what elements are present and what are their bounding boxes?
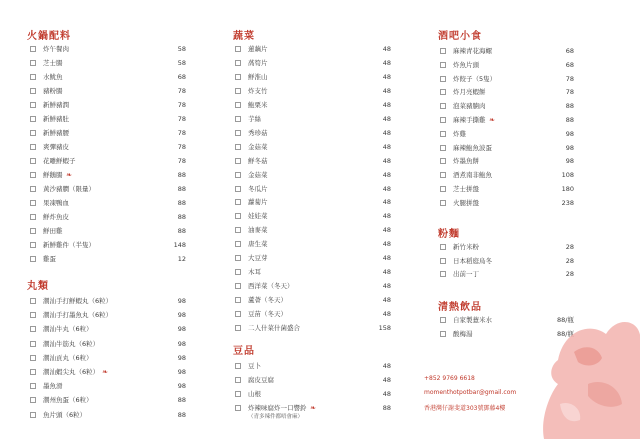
menu-item bbox=[30, 395, 186, 406]
item-name: 黃沙豬膶（限量） bbox=[43, 185, 95, 193]
item-name: 新鮮豬肚 bbox=[43, 115, 69, 123]
item-price: 48 bbox=[382, 100, 391, 109]
item-checkbox[interactable] bbox=[30, 116, 36, 122]
chili-icon: ❧ bbox=[66, 171, 72, 179]
item-checkbox[interactable] bbox=[30, 200, 36, 206]
item-name: 魚片頭（6粒） bbox=[43, 410, 87, 419]
item-name: 芝士腸 bbox=[43, 59, 63, 67]
menu-item bbox=[30, 296, 186, 307]
item-checkbox[interactable] bbox=[440, 48, 446, 54]
item-name: 萵筍片 bbox=[248, 58, 268, 67]
item-name: 唐生菜 bbox=[248, 240, 268, 249]
item-price: 48 bbox=[382, 198, 391, 207]
item-checkbox[interactable] bbox=[30, 214, 36, 220]
menu-item bbox=[235, 114, 391, 125]
item-price: 88 bbox=[177, 227, 186, 235]
item-price: 48 bbox=[382, 114, 391, 123]
item-name: 潮汕牛丸（6粒） bbox=[43, 325, 93, 334]
menu-item bbox=[30, 367, 186, 378]
item-checkbox[interactable] bbox=[30, 369, 36, 375]
menu-item bbox=[30, 240, 186, 251]
section-title-noodles: 粉麵 bbox=[438, 229, 460, 240]
item-price: 98 bbox=[177, 382, 186, 391]
item-checkbox[interactable] bbox=[30, 383, 36, 389]
menu-item bbox=[235, 361, 391, 372]
menu-item bbox=[30, 254, 186, 265]
item-checkbox[interactable] bbox=[440, 258, 446, 264]
menu-item bbox=[235, 253, 391, 264]
item-name: 日本稻庭烏冬 bbox=[453, 256, 492, 265]
item-name: 金菇菜 bbox=[248, 142, 268, 151]
item-checkbox[interactable] bbox=[235, 46, 241, 52]
menu-item bbox=[440, 87, 574, 98]
item-price: 48 bbox=[382, 296, 391, 305]
item-checkbox[interactable] bbox=[235, 255, 241, 261]
item-price: 48 bbox=[382, 282, 391, 291]
item-name: 潮汕貢丸（6粒） bbox=[43, 353, 93, 362]
item-price: 98 bbox=[177, 325, 186, 334]
item-name: 鮮淮山 bbox=[248, 72, 268, 81]
item-price: 98 bbox=[177, 339, 186, 348]
menu-item bbox=[30, 72, 186, 83]
menu-item bbox=[30, 170, 186, 181]
item-price: 68 bbox=[565, 47, 574, 55]
item-checkbox[interactable] bbox=[440, 145, 446, 151]
item-checkbox[interactable] bbox=[440, 117, 446, 123]
menu-item bbox=[30, 128, 186, 139]
item-checkbox[interactable] bbox=[440, 158, 446, 164]
item-name: 潮州魚蛋（6粒） bbox=[43, 396, 93, 405]
item-price: 12 bbox=[177, 255, 186, 263]
menu-item bbox=[30, 226, 186, 237]
menu-item bbox=[235, 142, 391, 153]
item-name: 火腿拼盤 bbox=[453, 198, 479, 207]
section-title-drinks: 清熱飲品 bbox=[438, 302, 482, 313]
item-name: 芝士拼盤 bbox=[453, 185, 479, 193]
item-checkbox[interactable] bbox=[30, 326, 36, 332]
menu-item bbox=[440, 198, 574, 209]
item-checkbox[interactable] bbox=[235, 158, 241, 164]
item-name: 蓮藕片 bbox=[248, 45, 268, 53]
item-price: 48 bbox=[382, 45, 391, 53]
item-price: 58 bbox=[177, 45, 186, 53]
item-name: 炸午餐肉 bbox=[43, 45, 69, 53]
item-checkbox[interactable] bbox=[440, 62, 446, 68]
item-price: 98 bbox=[177, 297, 186, 305]
item-checkbox[interactable] bbox=[440, 76, 446, 82]
menu-item bbox=[440, 143, 574, 154]
item-name: 炸墨魚餅 bbox=[453, 157, 479, 166]
item-checkbox[interactable] bbox=[440, 172, 446, 178]
item-checkbox[interactable] bbox=[30, 46, 36, 52]
item-checkbox[interactable] bbox=[440, 317, 446, 323]
item-price: 88 bbox=[177, 213, 186, 221]
item-price: 78 bbox=[177, 87, 186, 95]
item-name: 酒煮南非鮑魚 bbox=[453, 171, 492, 180]
item-name: 潮汕手打鮮蝦丸（6粒） bbox=[43, 297, 113, 305]
item-price: 48 bbox=[382, 212, 391, 221]
item-checkbox[interactable] bbox=[30, 130, 36, 136]
menu-item bbox=[440, 156, 574, 167]
menu-item bbox=[235, 156, 391, 167]
menu-item bbox=[440, 269, 574, 280]
menu-item bbox=[440, 74, 574, 85]
item-price: 48 bbox=[382, 86, 391, 95]
item-price: 180 bbox=[561, 185, 574, 193]
menu-item bbox=[30, 100, 186, 111]
item-checkbox[interactable] bbox=[440, 103, 446, 109]
menu-item bbox=[30, 184, 186, 195]
menu-item bbox=[235, 100, 391, 111]
item-price: 68 bbox=[565, 60, 574, 69]
item-checkbox[interactable] bbox=[30, 412, 36, 418]
item-name: 炸餃子（5隻） bbox=[453, 74, 497, 83]
item-name: 自家製薏米水 bbox=[453, 316, 492, 324]
menu-item bbox=[440, 60, 574, 71]
contact-address: 香港灣仔謝斐道303號鄧藤4樓 bbox=[424, 405, 506, 412]
item-name: 出前一丁 bbox=[453, 270, 479, 278]
chili-icon: ❧ bbox=[489, 116, 495, 124]
menu-item bbox=[235, 184, 391, 195]
item-price: 88 bbox=[177, 410, 186, 419]
item-checkbox[interactable] bbox=[235, 199, 241, 205]
menu-item bbox=[440, 115, 574, 126]
section-title-snacks: 酒吧小食 bbox=[438, 31, 482, 42]
item-name: 炸支竹 bbox=[248, 86, 268, 95]
menu-item bbox=[235, 72, 391, 83]
menu-item bbox=[30, 142, 186, 153]
item-checkbox[interactable] bbox=[235, 283, 241, 289]
item-checkbox[interactable] bbox=[30, 88, 36, 94]
item-price: 48 bbox=[382, 376, 391, 384]
item-checkbox[interactable] bbox=[235, 102, 241, 108]
item-price: 48 bbox=[382, 170, 391, 179]
item-price: 78 bbox=[565, 88, 574, 97]
item-checkbox[interactable] bbox=[440, 271, 446, 277]
item-name: 木耳 bbox=[248, 268, 261, 277]
item-checkbox[interactable] bbox=[30, 312, 36, 318]
item-price: 28 bbox=[565, 256, 574, 265]
item-name: 麻辣青花海螺 bbox=[453, 47, 492, 55]
item-checkbox[interactable] bbox=[30, 341, 36, 347]
item-checkbox[interactable] bbox=[440, 331, 446, 337]
item-checkbox[interactable] bbox=[235, 325, 241, 331]
item-name: 鮮鵝腸 bbox=[43, 171, 63, 179]
item-name: 秀珍菇 bbox=[248, 128, 268, 137]
item-checkbox[interactable] bbox=[30, 102, 36, 108]
item-price: 48 bbox=[382, 362, 391, 370]
item-price: 68 bbox=[177, 73, 186, 81]
item-checkbox[interactable] bbox=[235, 88, 241, 94]
item-checkbox[interactable] bbox=[235, 391, 241, 397]
menu-item bbox=[30, 339, 186, 350]
item-name: 蘆薈（冬天） bbox=[248, 296, 287, 305]
item-price: 48 bbox=[382, 184, 391, 193]
item-checkbox[interactable] bbox=[30, 397, 36, 403]
item-name: 新鮮豬潤 bbox=[43, 101, 69, 109]
item-checkbox[interactable] bbox=[235, 213, 241, 219]
item-checkbox[interactable] bbox=[440, 186, 446, 192]
item-checkbox[interactable] bbox=[235, 186, 241, 192]
menu-item bbox=[235, 128, 391, 139]
item-name: 豬粉腸 bbox=[43, 87, 63, 95]
item-checkbox[interactable] bbox=[30, 298, 36, 304]
item-checkbox[interactable] bbox=[30, 186, 36, 192]
menu-item bbox=[235, 267, 391, 278]
item-checkbox[interactable] bbox=[235, 60, 241, 66]
item-name: 豆苗（冬天） bbox=[248, 310, 287, 319]
item-name: 鮮冬菇 bbox=[248, 156, 268, 165]
menu-item bbox=[235, 170, 391, 181]
item-name: 西洋菜（冬天） bbox=[248, 282, 294, 291]
item-price: 88/瓶 bbox=[557, 316, 574, 324]
item-checkbox[interactable] bbox=[30, 355, 36, 361]
item-checkbox[interactable] bbox=[440, 200, 446, 206]
item-checkbox[interactable] bbox=[235, 297, 241, 303]
menu-item bbox=[30, 156, 186, 167]
menu-item bbox=[30, 114, 186, 125]
item-price: 48 bbox=[382, 240, 391, 249]
menu-item bbox=[235, 44, 391, 55]
item-name: 炸月亮蝦餅 bbox=[453, 88, 486, 97]
menu-item bbox=[235, 225, 391, 236]
menu-item bbox=[235, 309, 391, 320]
item-name: 金菇菜 bbox=[248, 170, 268, 179]
item-price: 98 bbox=[177, 368, 186, 376]
item-price: 98 bbox=[565, 157, 574, 166]
section-title-hotpot: 火鍋配料 bbox=[27, 31, 71, 42]
pink-figure-illustration bbox=[540, 300, 640, 439]
item-name: 潮汕蝦尖丸（6粒） bbox=[43, 368, 100, 376]
item-price: 48 bbox=[382, 72, 391, 81]
item-checkbox[interactable] bbox=[440, 244, 446, 250]
item-name: 潮汕牛筋丸（6粒） bbox=[43, 339, 100, 348]
item-price: 48 bbox=[382, 390, 391, 398]
item-price: 98 bbox=[177, 353, 186, 362]
item-checkbox[interactable] bbox=[235, 363, 241, 369]
item-name: 麻辣鮑魚波蛋 bbox=[453, 143, 492, 152]
item-name: 酸梅湯 bbox=[453, 330, 473, 338]
item-checkbox[interactable] bbox=[30, 74, 36, 80]
item-name: 炸魚片頭 bbox=[453, 60, 479, 69]
menu-item bbox=[30, 212, 186, 223]
item-checkbox[interactable] bbox=[30, 144, 36, 150]
menu-item bbox=[30, 310, 186, 321]
item-price: 88 bbox=[565, 116, 574, 124]
item-name: 新竹米粉 bbox=[453, 243, 479, 251]
item-name: 腐皮豆腐 bbox=[248, 376, 274, 384]
item-checkbox[interactable] bbox=[235, 144, 241, 150]
item-price: 48 bbox=[382, 254, 391, 263]
menu-item bbox=[235, 375, 391, 386]
item-checkbox[interactable] bbox=[30, 242, 36, 248]
chili-icon: ❧ bbox=[310, 404, 316, 412]
section-title-veg: 蔬菜 bbox=[233, 31, 255, 42]
item-checkbox[interactable] bbox=[30, 60, 36, 66]
menu-item bbox=[30, 353, 186, 364]
item-checkbox[interactable] bbox=[235, 227, 241, 233]
item-price: 88 bbox=[382, 404, 391, 412]
item-checkbox[interactable] bbox=[235, 405, 241, 411]
menu-item bbox=[440, 256, 574, 267]
menu-item bbox=[440, 46, 574, 57]
menu-item bbox=[235, 86, 391, 97]
item-price: 78 bbox=[177, 157, 186, 165]
menu-item bbox=[30, 381, 186, 392]
menu-item bbox=[235, 389, 391, 400]
menu-item bbox=[30, 324, 186, 335]
item-price: 78 bbox=[177, 129, 186, 137]
item-price: 78 bbox=[177, 115, 186, 123]
item-name: 雞蛋 bbox=[43, 255, 56, 263]
item-name: 豆卜 bbox=[248, 362, 261, 370]
item-checkbox[interactable] bbox=[235, 74, 241, 80]
item-price: 88 bbox=[177, 185, 186, 193]
item-name: 麻辣手撕雞 bbox=[453, 116, 486, 124]
item-name: 蘿蔔片 bbox=[248, 198, 268, 207]
item-name: 墨魚滑 bbox=[43, 382, 63, 391]
menu-item bbox=[30, 86, 186, 97]
item-price: 28 bbox=[565, 270, 574, 278]
menu-item bbox=[440, 242, 574, 253]
item-price: 28 bbox=[565, 243, 574, 251]
item-price: 88 bbox=[177, 199, 186, 207]
menu-item bbox=[30, 44, 186, 55]
menu-item bbox=[235, 323, 391, 334]
item-price: 158 bbox=[378, 324, 391, 332]
item-name: 花雕鮮蝦子 bbox=[43, 157, 76, 165]
item-checkbox[interactable] bbox=[30, 256, 36, 262]
item-price: 48 bbox=[382, 226, 391, 235]
menu-item bbox=[235, 211, 391, 222]
item-price: 48 bbox=[382, 128, 391, 137]
item-name: 爽彈豬皮 bbox=[43, 143, 69, 151]
item-name: 冬瓜片 bbox=[248, 184, 268, 193]
menu-item bbox=[440, 184, 574, 195]
item-checkbox[interactable] bbox=[235, 269, 241, 275]
contact-email: momenthotpotbar@gmail.com bbox=[424, 389, 517, 396]
item-price: 148 bbox=[173, 241, 186, 249]
item-checkbox[interactable] bbox=[235, 172, 241, 178]
item-name: 泡菜豬腩肉 bbox=[453, 102, 486, 111]
item-name: 鮮田雞 bbox=[43, 227, 63, 235]
chili-icon: ❧ bbox=[102, 368, 108, 376]
menu-item bbox=[235, 403, 391, 420]
item-price: 98 bbox=[565, 129, 574, 138]
item-price: 78 bbox=[565, 74, 574, 83]
menu-item bbox=[235, 295, 391, 306]
item-price: 48 bbox=[382, 268, 391, 277]
item-name: 新鮮雞件（半隻） bbox=[43, 241, 95, 249]
menu-item bbox=[440, 170, 574, 181]
item-name: 大豆芽 bbox=[248, 254, 268, 263]
item-price: 88 bbox=[177, 171, 186, 179]
section-title-tofu: 豆品 bbox=[233, 346, 255, 357]
menu-item bbox=[235, 197, 391, 208]
item-checkbox[interactable] bbox=[235, 130, 241, 136]
item-price: 88 bbox=[565, 102, 574, 111]
item-checkbox[interactable] bbox=[235, 241, 241, 247]
menu-item bbox=[440, 101, 574, 112]
menu-item bbox=[235, 281, 391, 292]
item-price: 108 bbox=[561, 171, 574, 180]
item-checkbox[interactable] bbox=[30, 158, 36, 164]
item-checkbox[interactable] bbox=[235, 311, 241, 317]
menu-item bbox=[30, 58, 186, 69]
item-price: 98 bbox=[177, 311, 186, 320]
item-checkbox[interactable] bbox=[235, 116, 241, 122]
item-name: 水魷魚 bbox=[43, 73, 63, 81]
item-checkbox[interactable] bbox=[30, 172, 36, 178]
item-price: 98 bbox=[565, 143, 574, 152]
menu-item bbox=[235, 239, 391, 250]
section-title-balls: 丸類 bbox=[27, 281, 49, 292]
menu-item bbox=[235, 58, 391, 69]
item-name: 鮑栗米 bbox=[248, 100, 268, 109]
item-name: 新鮮豬腰 bbox=[43, 129, 69, 137]
menu-item bbox=[440, 129, 574, 140]
item-name: 果凍鴨血 bbox=[43, 199, 69, 207]
item-price: 88/瓶 bbox=[557, 330, 574, 338]
item-price: 88 bbox=[177, 396, 186, 405]
item-checkbox[interactable] bbox=[440, 89, 446, 95]
item-price: 78 bbox=[177, 143, 186, 151]
item-checkbox[interactable] bbox=[30, 228, 36, 234]
item-name: 炸辣味腐炸一口響鈴 bbox=[248, 404, 307, 412]
item-name: 炸雞 bbox=[453, 129, 466, 138]
item-name: 潮汕手打墨魚丸（6粒） bbox=[43, 311, 113, 320]
item-note: （青多辣件都唔會麻） bbox=[248, 414, 304, 420]
contact-phone: +852 9769 6618 bbox=[424, 375, 475, 382]
menu-item bbox=[30, 410, 186, 421]
item-price: 48 bbox=[382, 58, 391, 67]
item-checkbox[interactable] bbox=[235, 377, 241, 383]
item-price: 238 bbox=[561, 198, 574, 207]
item-name: 芋絲 bbox=[248, 114, 261, 123]
item-name: 山根 bbox=[248, 390, 261, 398]
item-price: 58 bbox=[177, 59, 186, 67]
item-name: 娃娃菜 bbox=[248, 212, 268, 221]
item-checkbox[interactable] bbox=[440, 131, 446, 137]
item-name: 油麥菜 bbox=[248, 226, 268, 235]
decorative-illustration bbox=[540, 300, 640, 439]
item-name: 鮮炸魚皮 bbox=[43, 213, 69, 221]
menu-item bbox=[30, 198, 186, 209]
item-price: 48 bbox=[382, 142, 391, 151]
item-price: 48 bbox=[382, 156, 391, 165]
item-price: 48 bbox=[382, 310, 391, 319]
item-name: 二人什菜什菌盛合 bbox=[248, 324, 300, 332]
item-price: 78 bbox=[177, 101, 186, 109]
